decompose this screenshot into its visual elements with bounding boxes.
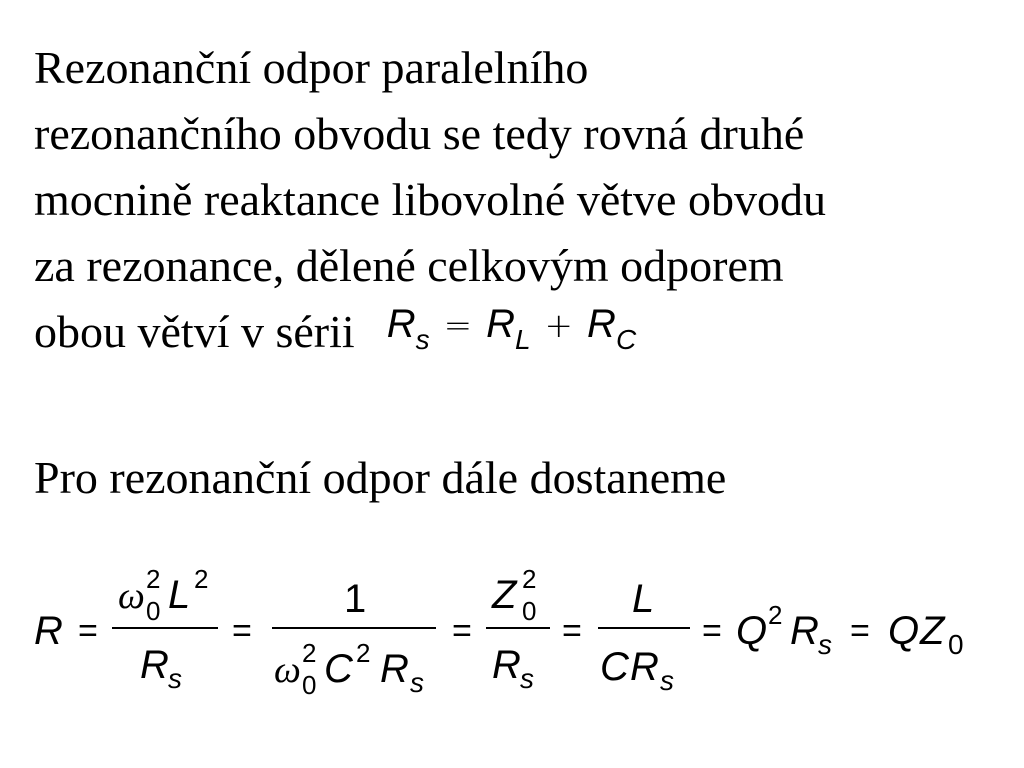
omega-symbol: ω bbox=[118, 575, 145, 617]
symbol-r: R bbox=[140, 643, 169, 687]
text-line-with-formula bbox=[34, 299, 826, 365]
symbol-l: L bbox=[168, 573, 191, 617]
symbol-c: C bbox=[324, 647, 353, 691]
superscript: 2 bbox=[302, 638, 317, 668]
equals-sign: = bbox=[702, 612, 722, 650]
superscript: 2 bbox=[146, 564, 161, 594]
equals-sign: = bbox=[562, 612, 582, 650]
superscript: 2 bbox=[522, 564, 537, 594]
symbol-z: Z bbox=[492, 573, 517, 617]
text-line: mocnině reaktance libovolné větve obvodu bbox=[34, 174, 826, 225]
symbol-z: Z bbox=[920, 609, 945, 653]
symbol-c: C bbox=[600, 645, 629, 689]
symbol-q: Q bbox=[888, 609, 920, 653]
text-line: Rezonanční odpor paralelního bbox=[34, 42, 589, 93]
subscript: 0 bbox=[146, 596, 161, 626]
subscript: 0 bbox=[948, 629, 964, 660]
paragraph-further-derivation bbox=[34, 445, 726, 511]
paragraph-resonant-resistance bbox=[34, 35, 826, 365]
symbol-l: L bbox=[632, 577, 655, 621]
symbol: R bbox=[386, 302, 416, 346]
symbol-r: R bbox=[790, 609, 819, 653]
inline-formula-rs bbox=[386, 302, 637, 355]
text-line: rezonančního obvodu se tedy rovná druhé bbox=[34, 108, 805, 159]
equals-sign: = bbox=[452, 612, 472, 650]
symbol-r: R bbox=[380, 647, 409, 691]
subscript: s bbox=[520, 663, 534, 694]
omega-symbol: ω bbox=[274, 649, 301, 691]
symbol-r: R bbox=[34, 609, 63, 653]
subscript: 0 bbox=[522, 596, 537, 626]
subscript: s bbox=[168, 663, 182, 694]
text-line: Pro rezonanční odpor dále dostaneme bbox=[34, 452, 727, 503]
subscript: s bbox=[410, 667, 424, 698]
symbol-q: Q bbox=[736, 609, 768, 653]
symbol-r: R bbox=[630, 645, 659, 689]
subscript: L bbox=[514, 324, 531, 355]
subscript: 0 bbox=[302, 670, 317, 700]
superscript: 2 bbox=[194, 564, 209, 594]
subscript: s bbox=[415, 324, 430, 355]
equals-sign: = bbox=[850, 612, 870, 650]
equals-sign: = bbox=[232, 612, 252, 650]
subscript: C bbox=[615, 324, 637, 355]
plus-sign: + bbox=[544, 306, 574, 346]
text-line: obou větví v sérii bbox=[34, 306, 355, 357]
subscript: s bbox=[818, 629, 832, 660]
symbol-r: R bbox=[492, 643, 521, 687]
text-line: za rezonance, dělené celkovým odporem bbox=[34, 240, 784, 291]
superscript: 2 bbox=[356, 638, 371, 668]
main-formula bbox=[0, 540, 1024, 740]
subscript: s bbox=[660, 665, 674, 696]
equals-sign: = bbox=[443, 306, 473, 346]
symbol: R bbox=[486, 302, 515, 346]
symbol: R bbox=[587, 302, 616, 346]
superscript: 2 bbox=[768, 600, 783, 630]
equals-sign: = bbox=[78, 612, 98, 650]
numeral-one: 1 bbox=[344, 577, 367, 621]
